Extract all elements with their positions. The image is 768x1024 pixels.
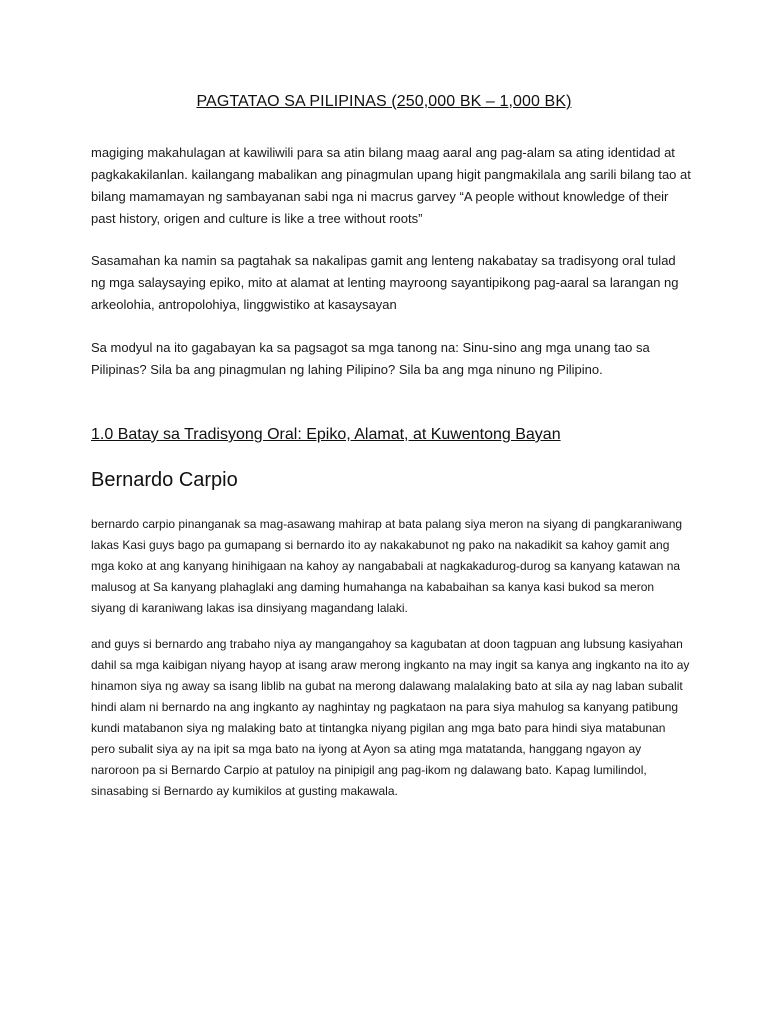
story-paragraph-1: bernardo carpio pinanganak sa mag-asawang mahirap at bata palang siya meron na siyang di pangkaraniwang lakas Kasi guys bago pa gumapang si bernardo ito ay nakakabunot ng pako na nakadikit sa kahoy gamit ang mga koko at ang kanyang hinihigaan na kahoy ay nangababali at nagkakadurog-durog sa kanyang katawan na malusog at Sa kanyang plahaglaki ang daming humahanga na kababaihan sa kanya kasi bukod sa meron siyang di karaniwang lakas isa dinsiyang magandang lalaki. [91,517,683,615]
story-paragraph-2: and guys si bernardo ang trabaho niya ay mangangahoy sa kagubatan at doon tagpuan ang lubsung kasiyahan dahil sa mga kaibigan niyang hayop at isang araw merong ingkanto na may ingit sa kanya ang ingkanto na ito ay hinamon siya ng away sa isang liblib na gubat na merong dalawang malalaking bato at sila ay nag laban subalit hindi alam ni bernardo na ang ingkanto ay naghintay ng pagkataon na para siya mahulog sa kanyang patibung kundi matabanon siya ng malaking bato at tintangka niyang pigilan ang mga bato para hindi siya matabunan pero subalit siya ay na ipit sa mga bato na iyong at Ayon sa ating mga matatanda, hanggang ngayon ay naroroon pa si Bernardo Carpio at patuloy na pinipigil ang pag-ikom ng dalawang bato. Kapag lumilindol, sinasabing si Bernardo ay kumikilos at gusting makawala. [91,637,690,798]
intro-paragraph-1: magiging makahulagan at kawiliwili para sa atin bilang maag aaral ang pag-alam sa ating identidad at pagkakakilanlan. kailangang mabalikan ang pinagmulan upang higit pangmakilala ang sarili bilang tao at bilang mamamayan ng sambayanan sabi nga ni macrus garvey “A people without knowledge of their past history, origen and culture is like a tree without roots” [91,145,691,226]
intro-paragraph-2: Sasamahan ka namin sa pagtahak sa nakalipas gamit ang lenteng nakabatay sa tradisyong oral tulad ng mga salaysaying epiko, mito at alamat at lenting mayroong sayantipikong pag-aaral sa larangan ng arkeolohia, antropolohiya, linggwistiko at kasaysayan [91,253,679,312]
intro-paragraph-3: Sa modyul na ito gagabayan ka sa pagsagot sa mga tanong na: Sinu-sino ang mga unang tao sa Pilipinas? Sila ba ang pinagmulan ng lahing Pilipino? Sila ba ang mga ninuno ng Pilipino. [91,340,650,377]
story-title: Bernardo Carpio [91,469,238,491]
document-title: PAGTATAO SA PILIPINAS (250,000 BK – 1,000 BK) [196,93,572,110]
section-heading: 1.0 Batay sa Tradisyong Oral: Epiko, Alamat, at Kuwentong Bayan [91,426,561,443]
